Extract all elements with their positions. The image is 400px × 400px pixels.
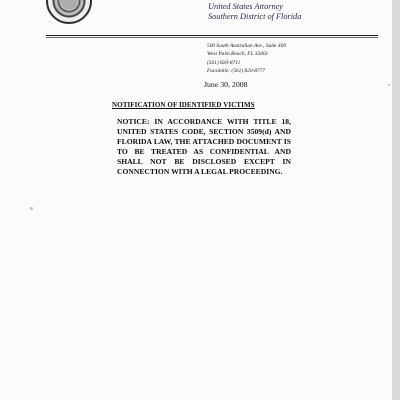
confidentiality-notice: NOTICE: IN ACCORDANCE WITH TITLE 18, UNITED STATES CODE, SECTION 3509(d) AND FLORIDA LAW, THE ATTACHED DOCUMENT IS TO BE TREATED AS CONFIDENTIAL AND SHALL NOT BE DISCLOSED EXCEPT IN CONNECTION WITH A LEGAL PROCEEDING. bbox=[117, 117, 291, 176]
address-facsimile: Facsimile: (561) 820-8777 bbox=[207, 68, 266, 75]
letterhead-rule-thin bbox=[46, 37, 378, 38]
department-seal-icon bbox=[46, 0, 92, 24]
office-address bbox=[207, 42, 286, 76]
scan-speck bbox=[30, 207, 33, 210]
address-street: 500 South Australian Ave., Suite 400 bbox=[207, 43, 287, 49]
scan-speck bbox=[388, 84, 390, 86]
letter-date: June 30, 2008 bbox=[204, 80, 248, 89]
district-name: Southern District of Florida bbox=[208, 12, 302, 21]
office-title: United States Attorney bbox=[208, 2, 283, 11]
address-phone: (561) 820-8711 bbox=[207, 59, 241, 66]
letterhead-rule bbox=[46, 35, 378, 36]
letterhead-agency bbox=[208, 2, 301, 22]
seal-center bbox=[60, 0, 78, 10]
notification-heading: NOTIFICATION OF IDENTIFIED VICTIMS bbox=[112, 101, 255, 109]
address-city: West Palm Beach, FL 33401 bbox=[207, 51, 269, 58]
